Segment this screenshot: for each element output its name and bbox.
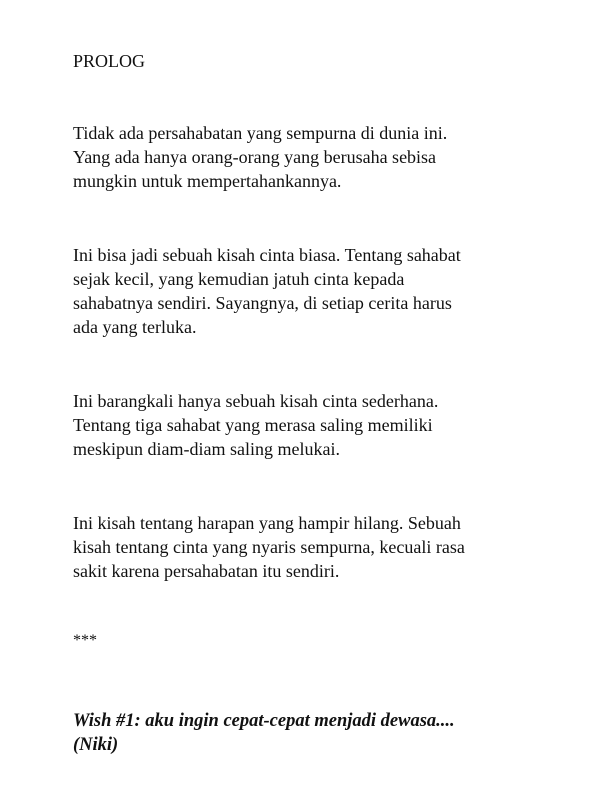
paragraph-line: sejak kecil, yang kemudian jatuh cinta kepada: [73, 269, 405, 289]
heading-text: PROLOG: [73, 51, 146, 71]
paragraph-line: kisah tentang cinta yang nyaris sempurna, kecuali rasa: [73, 537, 465, 557]
page-title: [73, 49, 573, 73]
paragraph-line: sakit karena persahabatan itu sendiri.: [73, 561, 340, 581]
paragraph-line: Tentang tiga sahabat yang merasa saling memiliki: [73, 415, 433, 435]
paragraph-line: Yang ada hanya orang-orang yang berusaha sebisa: [73, 147, 437, 167]
paragraph-4: [73, 511, 573, 583]
paragraph-line: Ini bisa jadi sebuah kisah cinta biasa. Tentang sahabat: [73, 245, 461, 265]
paragraph-line: Tidak ada persahabatan yang sempurna di dunia ini.: [73, 123, 448, 143]
section-separator: [73, 629, 573, 653]
paragraph-1: [73, 121, 573, 193]
paragraph-3: [73, 389, 573, 461]
wish-line: (Niki): [73, 735, 119, 755]
wish-line: Wish #1: aku ingin cepat-cepat menjadi dewasa....: [73, 711, 455, 731]
wish-heading: [73, 709, 573, 757]
paragraph-line: mungkin untuk mempertahankannya.: [73, 171, 342, 191]
paragraph-2: [73, 243, 573, 339]
paragraph-line: ada yang terluka.: [73, 317, 197, 337]
separator-text: ***: [73, 632, 97, 649]
paragraph-line: meskipun diam-diam saling melukai.: [73, 439, 340, 459]
paragraph-line: sahabatnya sendiri. Sayangnya, di setiap cerita harus: [73, 293, 452, 313]
paragraph-line: Ini barangkali hanya sebuah kisah cinta sederhana.: [73, 391, 439, 411]
paragraph-line: Ini kisah tentang harapan yang hampir hilang. Sebuah: [73, 513, 461, 533]
